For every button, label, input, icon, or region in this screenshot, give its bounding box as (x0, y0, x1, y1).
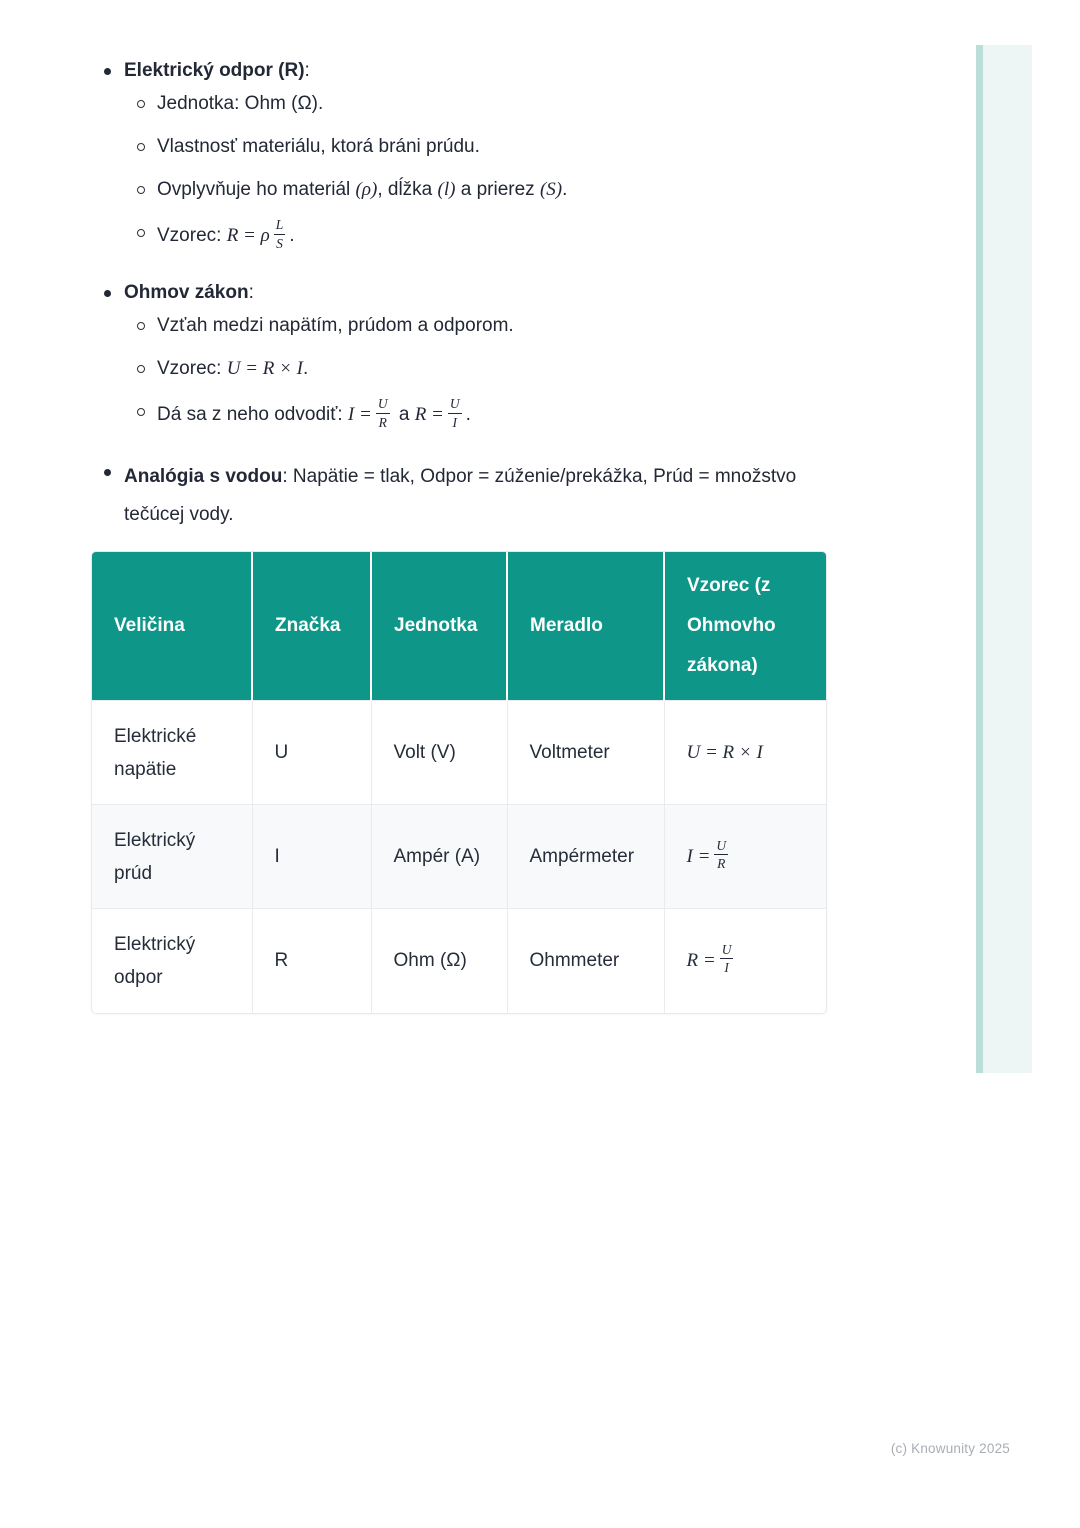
cell-meradlo: Voltmeter (507, 701, 664, 805)
fraction: $\frac{U}{I}$ (721, 941, 732, 976)
sub-list (124, 312, 826, 432)
section-heading: Ohmov zákon (124, 282, 249, 304)
cell-meradlo: Ampérmeter (507, 805, 664, 909)
math-symbol: (l) (437, 179, 456, 200)
section-heading: Analógia s vodou (124, 466, 283, 488)
math-expression: I = (347, 404, 372, 426)
bullet-ring-icon (137, 229, 145, 237)
table-header-row (92, 552, 826, 701)
fraction: $\frac{U}{R}$ (377, 396, 388, 430)
copyright-text: (c) Knowunity 2025 (890, 1441, 1010, 1456)
fraction: $\frac{U}{R}$ (716, 837, 727, 872)
quantities-table (92, 552, 826, 1013)
math-expression: R = (686, 949, 716, 971)
bullet-ring-icon (137, 365, 145, 373)
section-heading: Elektrický odpor (R) (124, 60, 305, 81)
analogy-paragraph (124, 458, 804, 534)
bullet-ring-icon (137, 100, 145, 108)
fraction: $\frac{L}{S}$ (275, 217, 284, 251)
notes-content (92, 57, 826, 1013)
list-item-text: Vlastnosť materiálu, ktorá bráni prúdu. (157, 136, 480, 157)
table-row (92, 805, 826, 909)
list-item (124, 398, 826, 432)
header-velicina: Veličina (92, 552, 252, 701)
formula-line: Vzorec: R = ρ $\frac{L}{S}$ . (157, 217, 295, 251)
formula-line: Vzorec: U = R × I. (157, 358, 309, 380)
table-row (92, 701, 826, 805)
cell-znacka: R (252, 909, 371, 1013)
math-symbol: (S) (539, 179, 563, 200)
section-analogia-s-vodou (92, 458, 826, 534)
math-expression: U = R × I (686, 742, 763, 764)
header-znacka: Značka (252, 552, 371, 701)
cell-znacka: U (252, 701, 371, 805)
section-elektricky-odpor (92, 57, 826, 253)
analogy-text: Napätie = tlak, Odpor = zúženie/prekážka, Prúd = množstvo tečúcej vody. (124, 466, 797, 526)
sub-list (124, 90, 826, 253)
math-expression: I = (686, 845, 711, 867)
cell-velicina: Elektrické napätie (92, 701, 252, 805)
bullet-ring-icon (137, 322, 145, 330)
list-item (124, 133, 826, 161)
section-ohmov-zakon (92, 279, 826, 432)
math-expression: R = (414, 404, 444, 426)
bullet-disc-icon (104, 290, 111, 297)
bullet-ring-icon (137, 186, 145, 194)
math-expression: U = R × I (226, 358, 303, 380)
list-item (124, 176, 826, 204)
list-item (124, 219, 826, 253)
cell-velicina: Elektrický prúd (92, 805, 252, 909)
header-vzorec: Vzorec (z Ohmovho zákona) (664, 552, 826, 701)
section-heading-line (124, 279, 826, 307)
cell-vzorec (664, 909, 826, 1013)
list-item (124, 355, 826, 383)
cell-vzorec (664, 701, 826, 805)
cell-jednotka: Ohm (Ω) (371, 909, 507, 1013)
header-jednotka: Jednotka (371, 552, 507, 701)
cell-vzorec (664, 805, 826, 909)
header-meradlo: Meradlo (507, 552, 664, 701)
fraction: $\frac{U}{I}$ (449, 396, 460, 430)
formula-line: Dá sa z neho odvodiť: I = $\frac{U}{R}$ a R = $\frac{U}{I}$ . (157, 396, 471, 430)
bullet-disc-icon (104, 469, 111, 476)
math-symbol: (ρ) (355, 179, 378, 200)
page-accent-bar (976, 45, 1032, 1073)
list-item-text: Vzťah medzi napätím, prúdom a odporom. (157, 315, 514, 337)
cell-jednotka: Ampér (A) (371, 805, 507, 909)
list-item (124, 90, 826, 118)
bullet-ring-icon (137, 408, 145, 416)
list-item-text: Jednotka: Ohm (Ω). (157, 93, 324, 114)
list-item (124, 312, 826, 340)
table-row (92, 909, 826, 1013)
list-item-text: Ovplyvňuje ho materiál (ρ), dĺžka (l) a prierez (S). (157, 179, 568, 200)
bullet-ring-icon (137, 143, 145, 151)
bullet-disc-icon (104, 68, 111, 75)
cell-meradlo: Ohmmeter (507, 909, 664, 1013)
math-expression: R = ρ (226, 225, 270, 247)
heading-colon: : (282, 466, 293, 488)
cell-znacka: I (252, 805, 371, 909)
cell-jednotka: Volt (V) (371, 701, 507, 805)
heading-colon: : (248, 282, 254, 304)
cell-velicina: Elektrický odpor (92, 909, 252, 1013)
section-heading-line (124, 57, 826, 85)
heading-colon: : (304, 60, 310, 81)
